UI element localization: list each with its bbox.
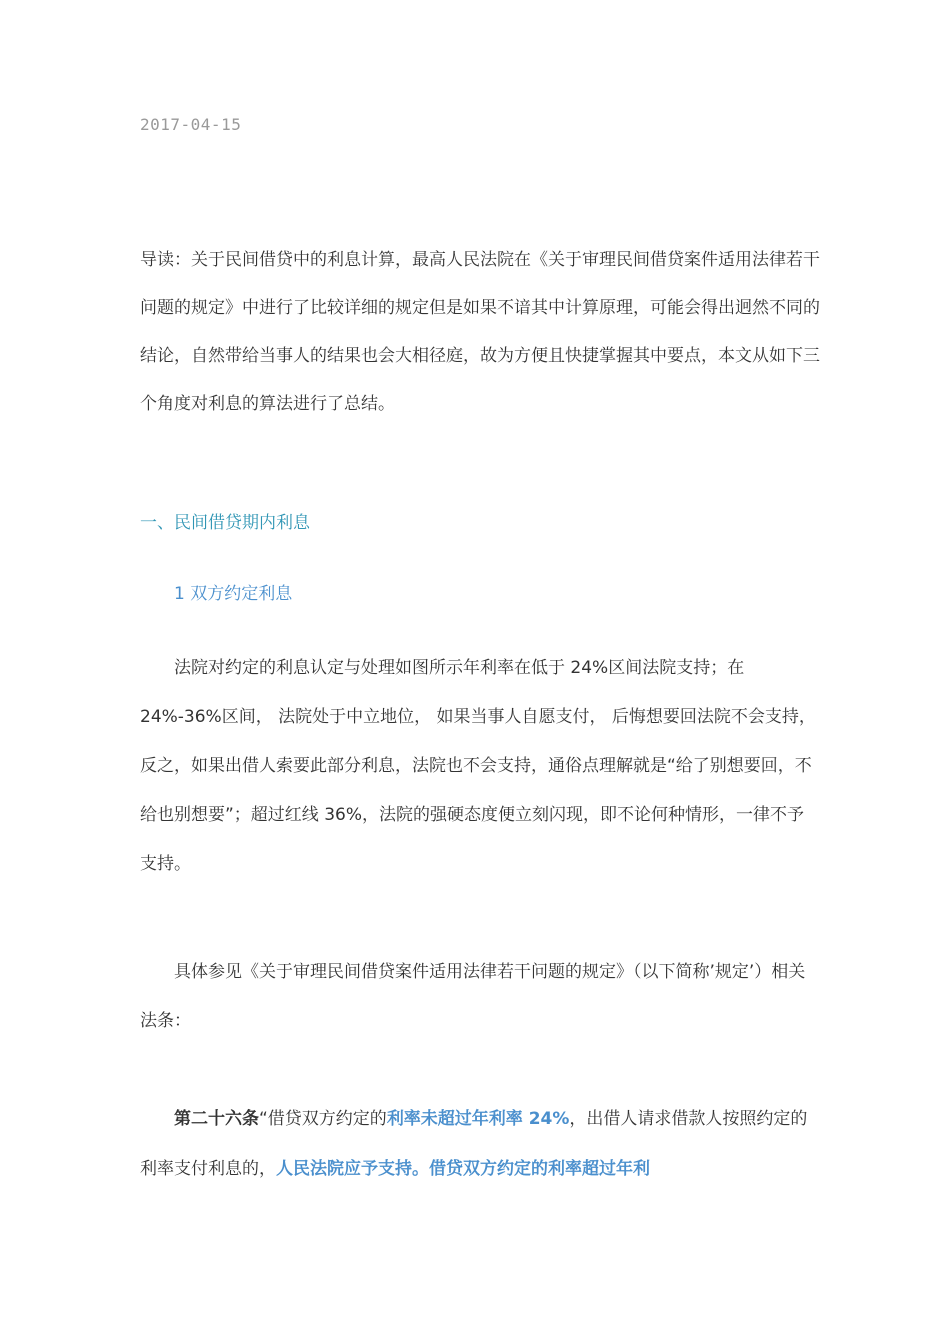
article-title: 第二十六条 bbox=[174, 1109, 259, 1129]
section-heading: 一、民间借贷期内利息 bbox=[140, 513, 310, 533]
article-highlight-part1: 利率未超过年利率 24% bbox=[386, 1109, 570, 1129]
article-text-part2: ，出借人请求借款人按照约定的利率支付利息的， bbox=[140, 1109, 808, 1179]
intro-paragraph: 导读：关于民间借贷中的利息计算，最高人民法院在《关于审理民间借贷案件适用法律若干问题的规定》中进行了比较详细的规定但是如果不谙其中计算原理，可能会得出迥然不同的结论，自然带给当事人的结果也会大相径庭，故为方便且快捷掌握其中要点，本文从如下三个角度对利息的算法进行了总结。 bbox=[140, 250, 820, 414]
article-26-paragraph bbox=[140, 1094, 820, 1194]
reference-paragraph: 具体参见《关于审理民间借贷案件适用法律若干问题的规定》（以下简称’规定’）相关法条： bbox=[140, 962, 806, 1031]
publish-date: 2017-04-15 bbox=[140, 115, 242, 134]
subsection-heading: 1 双方约定利息 bbox=[174, 584, 293, 604]
interest-rule-paragraph: 法院对约定的利息认定与处理如图所示年利率在低于 24%区间法院支持；在 24%-36%区间， 法院处于中立地位， 如果当事人自愿支付， 后悔想要回法院不会支持， 反之，如果出借人索要此部分利息，法院也不会支持，通俗点理解就是“给了别想要回，不给也别想要”；超过红线 36%，法院的强硬态度便立刻闪现，即不论何种情形，一律不予支持。 bbox=[140, 658, 816, 874]
article-highlight-part2: 人民法院应予支持。借贷双方约定的利率超过年利 bbox=[276, 1159, 650, 1179]
article-text-part1: “借贷双方约定的 bbox=[259, 1109, 387, 1129]
